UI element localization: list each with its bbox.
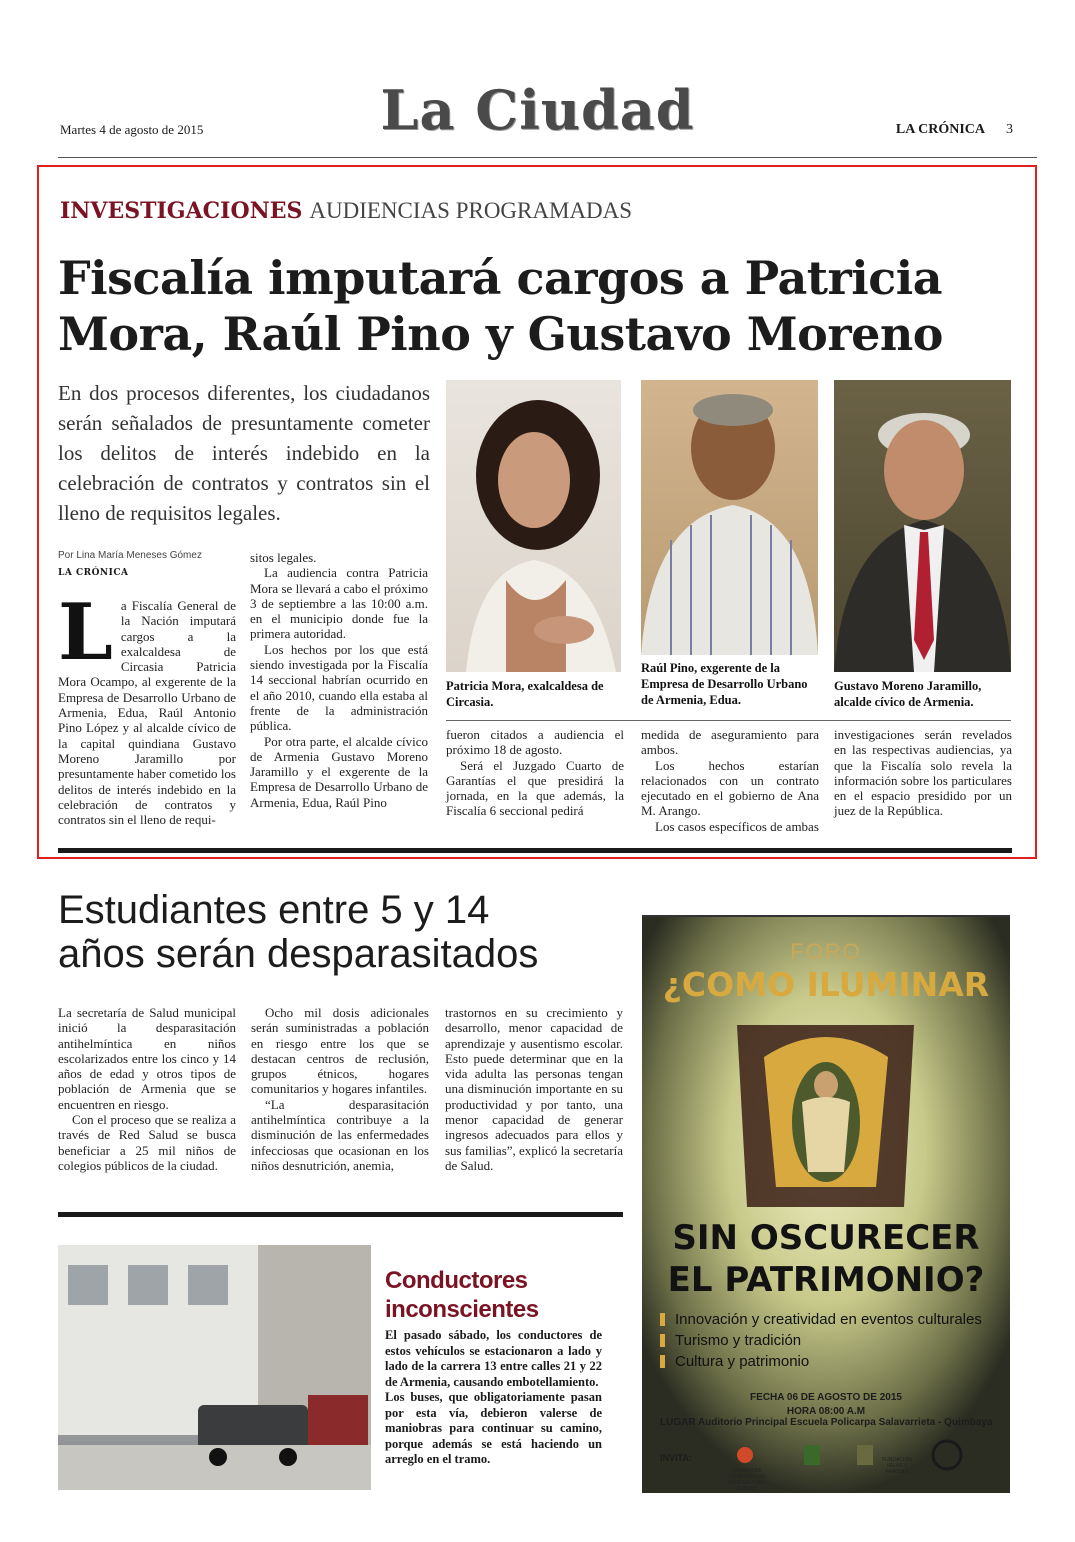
article1-col1 — [58, 587, 236, 828]
caption-raul: Raúl Pino, exgerente de la Empresa de Desarrollo Urbano de Armenia, Edua. — [641, 661, 808, 707]
paragraph: El pasado sábado, los conductores de estos vehículos se estacionaron a lado y lado de la carrera 13 entre calles 21 y 22 de Armenia, causando embotellamiento. — [385, 1328, 602, 1389]
ad-date: FECHA 06 DE AGOSTO DE 2015 — [750, 1392, 902, 1403]
paragraph: Ocho mil dosis adicionales serán suministradas a población en riesgo entre los que se destacan centros de reclusión, grupos étnicos, hogares comunitarios y hogares infantiles. — [251, 1005, 429, 1097]
paragraph: “La desparasitación antihelmíntica contribuye a la disminución de las enfermedades infecciosas que ocasionan en los niños desnutrición, anemia, — [251, 1096, 429, 1173]
masthead-date: Martes 4 de agosto de 2015 — [60, 122, 204, 137]
photo-street — [58, 1245, 371, 1490]
caption-gustavo: Gustavo Moreno Jaramillo, alcalde cívico de Armenia. — [834, 679, 982, 709]
paragraph: trastornos en su crecimiento y desarrollo, menor capacidad de aprendizaje y ausentismo escolar. Esto puede determinar que en la vida adulta las personas tengan una disminución importante en su productividad y por tanto, una menor capacidad de generar ingresos adecuados para ellos y sus familias”, explicó la secretaría de Salud. — [445, 1005, 623, 1173]
headline-line: Estudiantes entre 5 y 14 — [58, 888, 490, 932]
ad-headline: ¿COMO ILUMINAR — [662, 965, 990, 1004]
article1-dek: En dos procesos diferentes, los ciudadanos serán señalados de presuntamente cometer los delitos de interés indebido en la celebración de contratos y contratos sin el lleno de requisitos legales. — [58, 381, 430, 525]
article1-col5 — [834, 727, 1012, 819]
ad-sponsor-fundacion: FUNDACIÓN VELAS Y FAROLES — [882, 1457, 912, 1475]
ad-invita: INVITA: — [660, 1453, 692, 1463]
article2-col2 — [251, 1005, 429, 1173]
article2-col3 — [445, 1005, 623, 1173]
article3-body — [385, 1328, 602, 1468]
quimbaya-logo-icon — [804, 1445, 820, 1465]
article3-headline — [385, 1266, 615, 1324]
newspaper-name: LA CRÓNICA — [895, 122, 985, 137]
section-divider — [58, 1212, 623, 1217]
ad-question-line: SIN OSCURECER — [672, 1218, 980, 1258]
ad-venue: LUGAR Auditorio Principal Escuela Policarpa Salavarrieta - Quimbaya — [660, 1417, 993, 1428]
page-number: 3 — [1006, 122, 1013, 137]
ad-question — [642, 1217, 1010, 1301]
ad-topic: Turismo y tradición — [660, 1330, 1005, 1351]
article1-byline: Por Lina María Meneses Gómez — [58, 550, 202, 561]
ad-sponsor-logos — [642, 1435, 1010, 1493]
article2-col1 — [58, 1005, 236, 1173]
portrait-illustration — [641, 380, 818, 655]
article2-headline — [58, 888, 618, 976]
article1-col4 — [641, 727, 819, 834]
kicker-sub: AUDIENCIAS PROGRAMADAS — [309, 198, 633, 223]
headline-line: Conductores — [385, 1267, 528, 1294]
article1-col3 — [446, 727, 624, 819]
paragraph: Los buses, que obligatoriamente pasan por esta vía, debieron valerse de maniobras para continuar su camino, porque además se está haciendo un arreglo en el tramo. — [385, 1390, 602, 1466]
headline-line: años serán desparasitados — [58, 932, 539, 976]
article1-kicker — [60, 198, 632, 224]
photo-patricia-mora — [446, 380, 621, 672]
photo-gustavo-moreno — [834, 380, 1011, 672]
paragraph: Con el proceso que se realiza a través de Red Salud se busca beneficiar a 25 mil niños de colegios públicos de la ciudad. — [58, 1112, 236, 1173]
section-divider — [58, 848, 1012, 853]
headline-line: inconscientes — [385, 1296, 539, 1323]
paragraph: Los hechos por los que está siendo investigada por la Fiscalía 14 seccional habrían ocurrido en el año 2010, cuando ella estaba al frente de la administración pública. — [250, 641, 428, 734]
paragraph: Los hechos estarían relacionados con un contrato ejecutado en el gobierno de Ana M. Arango. — [641, 757, 819, 819]
paragraph: investigaciones serán revelados en las respectivas audiencias, ya que la Fiscalía solo revela la información sobre los particulares en el espacio presidido por un juez de la República. — [834, 727, 1012, 819]
ad-sponsor-camara: CÁMARA DE COMERCIO DE ARMENIA Y DEL QUINDÍO — [727, 1468, 767, 1492]
portrait-illustration — [446, 380, 621, 672]
paragraph: Los casos específicos de ambas — [655, 818, 819, 834]
caption-patricia: Patricia Mora, exalcaldesa de Circasia. — [446, 679, 604, 709]
advertisement — [642, 915, 1010, 1493]
ad-time: HORA 08:00 A.M — [786, 1406, 866, 1417]
paragraph: fueron citados a audiencia el próximo 18 de agosto. — [446, 727, 624, 758]
paragraph: Por otra parte, el alcalde cívico de Armenia Gustavo Moreno Jaramillo y el exgerente de la Empresa de Desarrollo Urbano de Armenia, Edua, Raúl Pino — [250, 733, 428, 810]
article1-headline — [58, 250, 1018, 362]
headline-line: Mora, Raúl Pino y Gustavo Moreno — [58, 307, 943, 361]
portrait-illustration — [834, 380, 1011, 672]
sponsor-logo-icon — [933, 1441, 961, 1469]
dropcap: L — [58, 587, 113, 678]
ad-topic: Cultura y patrimonio — [660, 1351, 1005, 1372]
ad-date-time — [642, 1391, 1010, 1419]
caption-rule — [446, 720, 1011, 721]
paragraph: Será el Juzgado Cuarto de Garantías el que presidirá la jornada, en la que además, la Fiscalía 6 seccional pedirá — [446, 757, 624, 819]
paragraph: La audiencia contra Patricia Mora se llevará a cabo el próximo 3 de septiembre a las 10:00 a.m. en el municipio donde fue la primera autoridad. — [250, 565, 428, 642]
headline-line: Fiscalía imputará cargos a Patricia — [58, 251, 943, 305]
masthead-rule — [58, 157, 1037, 158]
camara-logo-icon — [737, 1447, 753, 1463]
street-illustration — [58, 1245, 371, 1490]
photo-raul-pino — [641, 380, 818, 655]
article1-byline-org: LA CRÓNICA — [58, 568, 129, 578]
ad-foro: FORO — [790, 939, 862, 964]
ad-topic: Innovación y creatividad en eventos culturales — [660, 1309, 1005, 1330]
article1-col2 — [250, 550, 428, 810]
ad-question-line: EL PATRIMONIO? — [667, 1260, 985, 1300]
fundacion-logo-icon — [857, 1445, 873, 1465]
paragraph: sitos legales. — [250, 550, 317, 565]
kicker-main: INVESTIGACIONES — [60, 198, 303, 224]
section-title: La Ciudad — [380, 78, 695, 142]
paragraph: a Fiscalía General de la Nación imputará cargos a la exalcaldesa de Circasia Patricia Mora Ocampo, al exgerente de la Empresa de Desarrollo Urbano de Armenia, Edua, Raúl Antonio Pino López y al alcalde cívico de la capital quindiana Gustavo Moreno Jaramillo por presuntamente haber cometido los delitos de interés indebido en la celebración de contratos y contratos sin el lleno de requi- — [58, 598, 236, 828]
ad-topic-list — [660, 1309, 1005, 1372]
paragraph: La secretaría de Salud municipal inició la desparasitación antihelmíntica en niños escolarizados entre los cinco y 14 años de edad y otros tipos de población de Armenia que se encuentren en riesgo. — [58, 1005, 236, 1112]
paragraph: medida de aseguramiento para ambos. — [641, 727, 819, 758]
